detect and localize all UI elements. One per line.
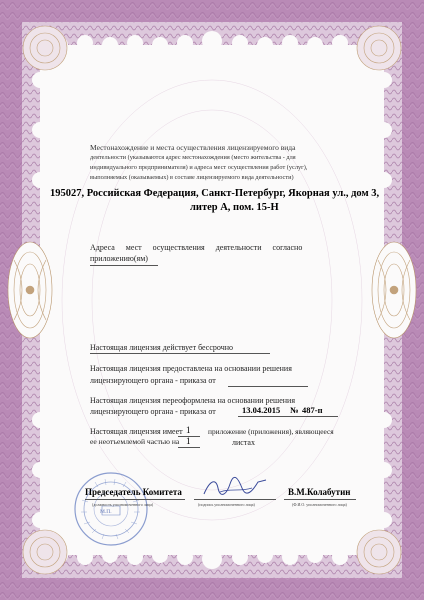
appendix-sheets: 1 [186, 436, 191, 446]
signatory-position: Председатель Комитета [85, 487, 182, 497]
appendix-line2-a: ее неотъемлемой частью на [90, 437, 180, 446]
reissued-line2: лицензирующего органа - приказа от [90, 407, 216, 416]
granted-line2: лицензирующего органа - приказа от [90, 376, 216, 385]
appendix-line2-b: листах [232, 438, 255, 447]
address-line2: литер А, пом. 15-Н [190, 202, 279, 213]
location-header-line2: деятельности (указываются адрес местонахождения (место жительства - для [90, 154, 296, 161]
location-header-line4: выполняемых (оказываемых) в составе лицензируемого вида деятельности) [90, 174, 294, 181]
signatory-name: В.М.Колабутин [288, 487, 351, 497]
reissued-date: 13.04.2015 [242, 405, 281, 415]
address-line1: 195027, Российская Федерация, Санкт-Петербург, Якорная ул., дом 3, [50, 188, 380, 199]
granted-line1: Настоящая лицензия предоставлена на основании решения [90, 364, 292, 373]
places-line1: Адреса мест осуществления деятельности согласно [90, 243, 303, 252]
appendix-line1-b: приложение (приложения), являющееся [208, 427, 334, 436]
stamp-initials: М.П. [100, 509, 112, 515]
caption-signature: (подпись уполномоченного лица) [198, 502, 255, 507]
appendix-count: 1 [186, 425, 191, 435]
location-header-line3: индивидуального предпринимателя) и адреса мест осуществления работ (услуг), [90, 164, 308, 171]
caption-name: (Ф.И.О. уполномоченного лица) [292, 502, 347, 507]
right-rosette [372, 242, 416, 338]
signature-underline [194, 499, 276, 500]
appendix-line1-a: Настоящая лицензия имеет [90, 427, 183, 436]
reissued-no-label: № [290, 405, 299, 415]
handwritten-signature [200, 474, 270, 500]
validity-underline [90, 353, 270, 354]
granted-date-underline [228, 386, 308, 387]
position-underline [85, 499, 185, 500]
name-underline [284, 499, 356, 500]
reissued-underline [238, 416, 338, 417]
places-line2: приложению(ям) [90, 254, 148, 263]
reissued-number: 487-п [302, 405, 323, 415]
reissued-line1: Настоящая лицензия переоформлена на основании решения [90, 396, 296, 405]
appendix-sheets-underline [178, 447, 200, 448]
caption-position: (должность уполномоченного лица) [92, 502, 154, 507]
location-header-line1: Местонахождение и места осуществления лицензируемого вида [90, 143, 296, 152]
places-underline [90, 265, 158, 266]
left-rosette [8, 242, 52, 338]
validity-text: Настоящая лицензия действует бессрочно [90, 343, 234, 352]
